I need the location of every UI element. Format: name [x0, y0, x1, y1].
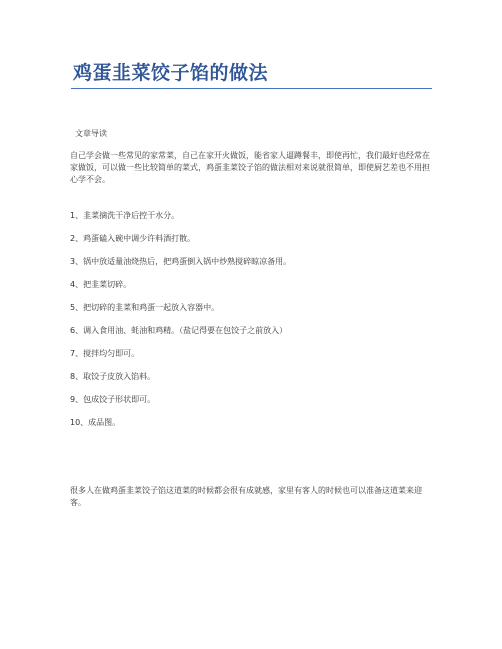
step-item: 7、搅拌均匀即可。 — [70, 349, 140, 358]
step-item: 1、韭菜摘洗干净后控干水分。 — [70, 211, 180, 220]
intro-paragraph: 自己学会做一些常见的家常菜，自己在家开火做饭，能省家人逼蹲餐丰，即使再忙，我们最好也经常在家做饭，可以做一些比较简单的菜式，鸡蛋韭菜饺子馅的做法相对来说就很简单，即使厨艺差也不用担心学不会。 — [70, 151, 430, 184]
guide-label: 文章导读 — [75, 129, 107, 138]
step-item: 6、调入食用油、蚝油和鸡精。（盐记得要在包饺子之前放入） — [70, 326, 288, 335]
step-item: 3、锅中放适量油烧热后，把鸡蛋倒入锅中炒熟搅碎晾凉备用。 — [70, 257, 292, 266]
title-divider — [71, 88, 432, 89]
step-item: 2、鸡蛋磕入碗中调少许料酒打散。 — [70, 234, 196, 243]
step-item: 9、包成饺子形状即可。 — [70, 395, 156, 404]
step-item: 5、把切碎的韭菜和鸡蛋一起放入容器中。 — [70, 303, 220, 312]
step-item: 8、取饺子皮放入馅料。 — [70, 372, 156, 381]
step-item: 4、把韭菜切碎。 — [70, 280, 132, 289]
page-title: 鸡蛋韭菜饺子馅的做法 — [73, 62, 269, 84]
steps-list — [70, 210, 432, 440]
outro-paragraph: 很多人在做鸡蛋韭菜饺子馅这道菜的时候都会很有成就感，家里有客人的时候也可以准备这道菜来迎客。 — [70, 486, 422, 507]
step-item: 10、成品图。 — [70, 418, 121, 427]
